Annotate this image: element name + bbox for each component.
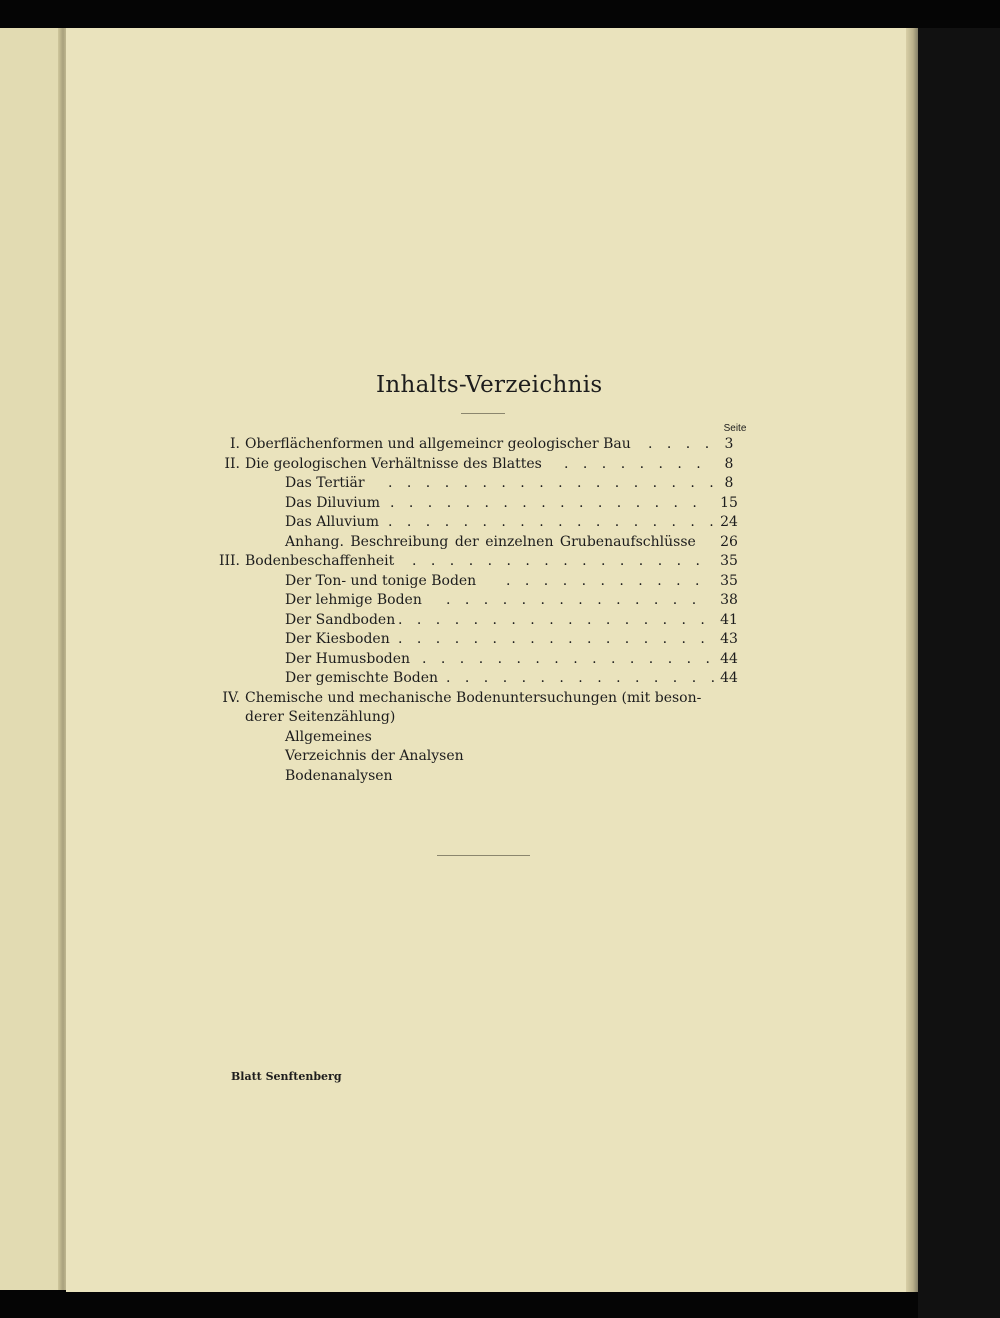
toc-entry-page: 8 [724, 475, 734, 491]
toc-entry-leader: . . . . . . . . . . . [506, 573, 705, 589]
toc-entry-title: Der Ton- und tonige Boden [285, 573, 477, 589]
toc-entry-title: Oberflächenformen und allgemeincr geologischer Bau [245, 436, 631, 452]
toc-entry-leader: . . . . . . . . . . . . . . . . . . [388, 514, 719, 530]
toc-entry-page: 35 [720, 573, 738, 589]
toc-entry-title: Der lehmige Boden [285, 592, 422, 608]
toc-entry-title: Das Tertiär [285, 475, 365, 491]
toc-entry-title: Allgemeines [285, 729, 372, 745]
toc-entry-leader: . . . . . . . . . . . . . . [446, 592, 702, 608]
toc-entry-title: Chemische und mechanische Bodenuntersuchungen (mit beson- [245, 690, 702, 706]
toc-entry-title: Das Alluvium [285, 514, 379, 530]
toc-entry-leader: . . . . . . . . . . . . . . . . [422, 651, 715, 667]
toc-entry-page: 43 [720, 631, 738, 647]
title-divider [461, 413, 505, 414]
toc-entry-number: IV. [222, 690, 240, 706]
toc-entry-leader: . . . . . . . . . . . . . . . [446, 670, 721, 686]
toc-entry-page: 26 [720, 534, 738, 550]
page-column-header: Seite [723, 423, 747, 434]
toc-entry-leader: . . . . . . . . . . . . . . . . [412, 553, 705, 569]
toc-entry-page: 38 [720, 592, 738, 608]
toc-entry-title: Die geologischen Verhältnisse des Blattes [245, 456, 542, 472]
toc-entry-page: 35 [720, 553, 738, 569]
toc-entry-leader: . . . . . . . . [564, 456, 706, 472]
section-divider [437, 855, 530, 856]
toc-entry-page: 44 [720, 670, 738, 686]
toc-entry-number: I. [230, 436, 240, 452]
toc-entry-title: Der Humusboden [285, 651, 411, 667]
toc-entry-leader: . . . . . . . . . . . . . . . . . . [388, 475, 719, 491]
toc-entry-leader: . . . . . . . . . . . . . . . . . [398, 631, 710, 647]
toc-entry-leader: . . . . . . . . . . . . . . . . . [398, 612, 710, 628]
page-title: Inhalts-Verzeichnis [376, 372, 603, 398]
toc-entry-page: 8 [724, 456, 734, 472]
toc-entry-page: 15 [720, 495, 738, 511]
toc-entry-title: Der Kiesboden [285, 631, 390, 647]
toc-entry-page: 3 [724, 436, 734, 452]
toc-entry-title: Anhang. Beschreibung der einzelnen Grubenaufschlüsse [285, 534, 696, 550]
toc-entry-page: 24 [720, 514, 738, 530]
toc-entry-title: derer Seitenzählung) [245, 709, 396, 725]
toc-entry-page: 41 [720, 612, 738, 628]
toc-entry-title: Bodenbeschaffenheit [245, 553, 395, 569]
toc-entry-title: Das Diluvium [285, 495, 381, 511]
page-footer: Blatt Senftenberg [231, 1070, 342, 1083]
toc-entry-leader: . . . . . . . . . . . . . . . . . [390, 495, 702, 511]
toc-entry-title: Der gemischte Boden [285, 670, 439, 686]
toc-entry-number: II. [224, 456, 240, 472]
toc-entry-title: Der Sandboden [285, 612, 396, 628]
toc-entry-title: Verzeichnis der Analysen [285, 748, 464, 764]
toc-entry-number: III. [218, 553, 240, 569]
toc-entry-page: 44 [720, 651, 738, 667]
toc-entry-title: Bodenanalysen [285, 768, 393, 784]
toc-entry-leader: . . . . [648, 436, 715, 452]
